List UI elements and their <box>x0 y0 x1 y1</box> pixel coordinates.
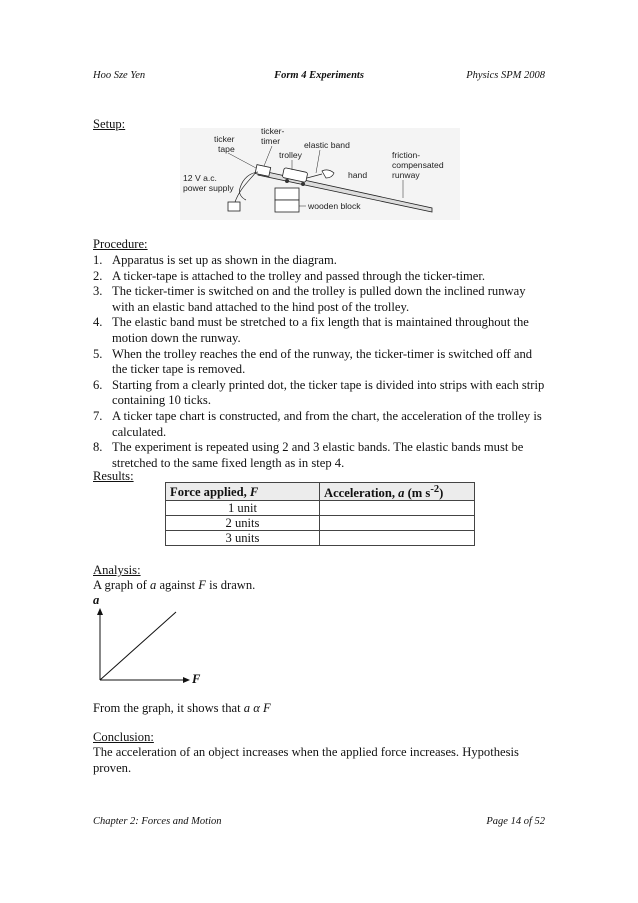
analysis-line <box>93 578 548 594</box>
step-number: 4. <box>93 315 103 330</box>
trolley-wheel <box>301 182 305 186</box>
procedure-step <box>93 378 548 409</box>
step-text: The elastic band must be stretched to a fix length that is maintained throughout the motion down the runway. <box>112 315 529 345</box>
acceleration-cell <box>320 501 475 516</box>
setup-heading: Setup: <box>93 117 126 131</box>
step-number: 8. <box>93 440 103 455</box>
label-supply-2: power supply <box>183 183 234 193</box>
result-expression: a α F <box>243 701 271 715</box>
proportional-line <box>100 612 176 680</box>
label-wooden-block: wooden block <box>308 201 361 211</box>
results-table <box>165 482 475 546</box>
graph-y-axis-label: a <box>93 593 100 607</box>
acc-header-unit-close: ) <box>439 486 444 501</box>
label-ticker-timer-1: ticker- <box>261 128 285 136</box>
result-text: From the graph, it shows that <box>93 701 244 715</box>
force-cell: 2 units <box>166 516 320 531</box>
analysis-result <box>93 701 548 717</box>
step-number: 3. <box>93 284 103 299</box>
step-number: 6. <box>93 377 103 392</box>
step-number: 5. <box>93 346 103 361</box>
procedure-heading: Procedure: <box>93 237 148 251</box>
acc-header-label: Acceleration, <box>324 486 399 501</box>
procedure-step <box>93 409 548 440</box>
apparatus-diagram <box>180 128 460 220</box>
procedure-step <box>93 315 548 346</box>
step-text: The ticker-timer is switched on and the trolley is pulled down the inclined runway with an elastic band attached to the hind post of the trolley. <box>112 284 526 314</box>
table-row <box>166 501 475 516</box>
acc-header-unit: (m s <box>404 486 431 501</box>
label-ticker-tape-2: tape <box>218 144 235 154</box>
analysis-heading: Analysis: <box>93 563 141 577</box>
analysis-text: is drawn. <box>206 578 256 592</box>
x-axis-arrow <box>183 677 190 683</box>
step-text: A ticker-tape is attached to the trolley and passed through the ticker-timer. <box>112 268 485 283</box>
label-supply-1: 12 V a.c. <box>183 173 217 183</box>
procedure-list <box>93 253 548 471</box>
step-text: The experiment is repeated using 2 and 3 elastic bands. The elastic bands must be stretched to the same fixed length as in step 4. <box>112 440 524 470</box>
header-subject: Physics SPM 2008 <box>466 70 545 81</box>
conclusion-text: The acceleration of an object increases when the applied force increases. Hypothesis proven. <box>93 745 519 775</box>
acc-header-var: a <box>398 486 405 501</box>
procedure-step <box>93 269 548 285</box>
header-title: Form 4 Experiments <box>274 70 364 81</box>
label-trolley: trolley <box>279 150 302 160</box>
step-text: Apparatus is set up as shown in the diagram. <box>112 253 337 267</box>
column-header-acceleration <box>320 483 475 501</box>
label-friction-2: compensated <box>392 160 444 170</box>
table-row <box>166 516 475 531</box>
graph-x-axis-label: F <box>192 672 201 686</box>
footer-chapter: Chapter 2: Forces and Motion <box>93 816 222 827</box>
acc-header-exponent: -2 <box>430 484 440 495</box>
results-header-row <box>166 483 475 501</box>
procedure-step <box>93 347 548 378</box>
step-number: 1. <box>93 253 103 267</box>
analysis-var-f: F <box>198 578 206 592</box>
header-author: Hoo Sze Yen <box>93 70 146 81</box>
trolley-wheel <box>285 179 289 183</box>
power-supply-shape <box>228 202 240 211</box>
procedure-step <box>93 284 548 315</box>
acceleration-cell <box>320 516 475 531</box>
label-ticker-timer-2: timer <box>261 136 281 146</box>
label-ticker-tape-1: ticker <box>214 134 235 144</box>
y-axis-arrow <box>97 608 103 615</box>
column-header-force <box>166 483 320 501</box>
wooden-block-shape-lower <box>275 200 299 212</box>
label-friction-3: runway <box>392 170 420 180</box>
label-friction-1: friction- <box>392 150 421 160</box>
force-cell: 1 unit <box>166 501 320 516</box>
results-heading: Results: <box>93 469 134 483</box>
step-text: When the trolley reaches the end of the runway, the ticker-timer is switched off and the ticker tape is removed. <box>112 346 533 377</box>
analysis-text: A graph of <box>93 578 151 592</box>
procedure-step <box>93 440 548 471</box>
step-text: Starting from a clearly printed dot, the ticker tape is divided into strips with each strip containing 10 ticks. <box>112 377 545 408</box>
force-header-label: Force applied, <box>170 484 250 499</box>
force-header-var: F <box>249 484 259 499</box>
label-hand: hand <box>348 170 368 180</box>
procedure-step <box>93 253 548 269</box>
step-number: 7. <box>93 408 103 423</box>
label-elastic-band: elastic band <box>304 140 350 150</box>
acceleration-cell <box>320 531 475 546</box>
wooden-block-shape <box>275 188 299 200</box>
step-number: 2. <box>93 268 103 283</box>
force-cell: 3 units <box>166 531 320 546</box>
step-text: A ticker tape chart is constructed, and from the chart, the acceleration of the trolley is calculated. <box>112 408 542 439</box>
analysis-var-a: a <box>150 578 157 592</box>
conclusion-heading: Conclusion: <box>93 730 154 744</box>
analysis-text: against <box>156 578 199 592</box>
footer-page: Page 14 of 52 <box>486 816 545 827</box>
table-row <box>166 531 475 546</box>
